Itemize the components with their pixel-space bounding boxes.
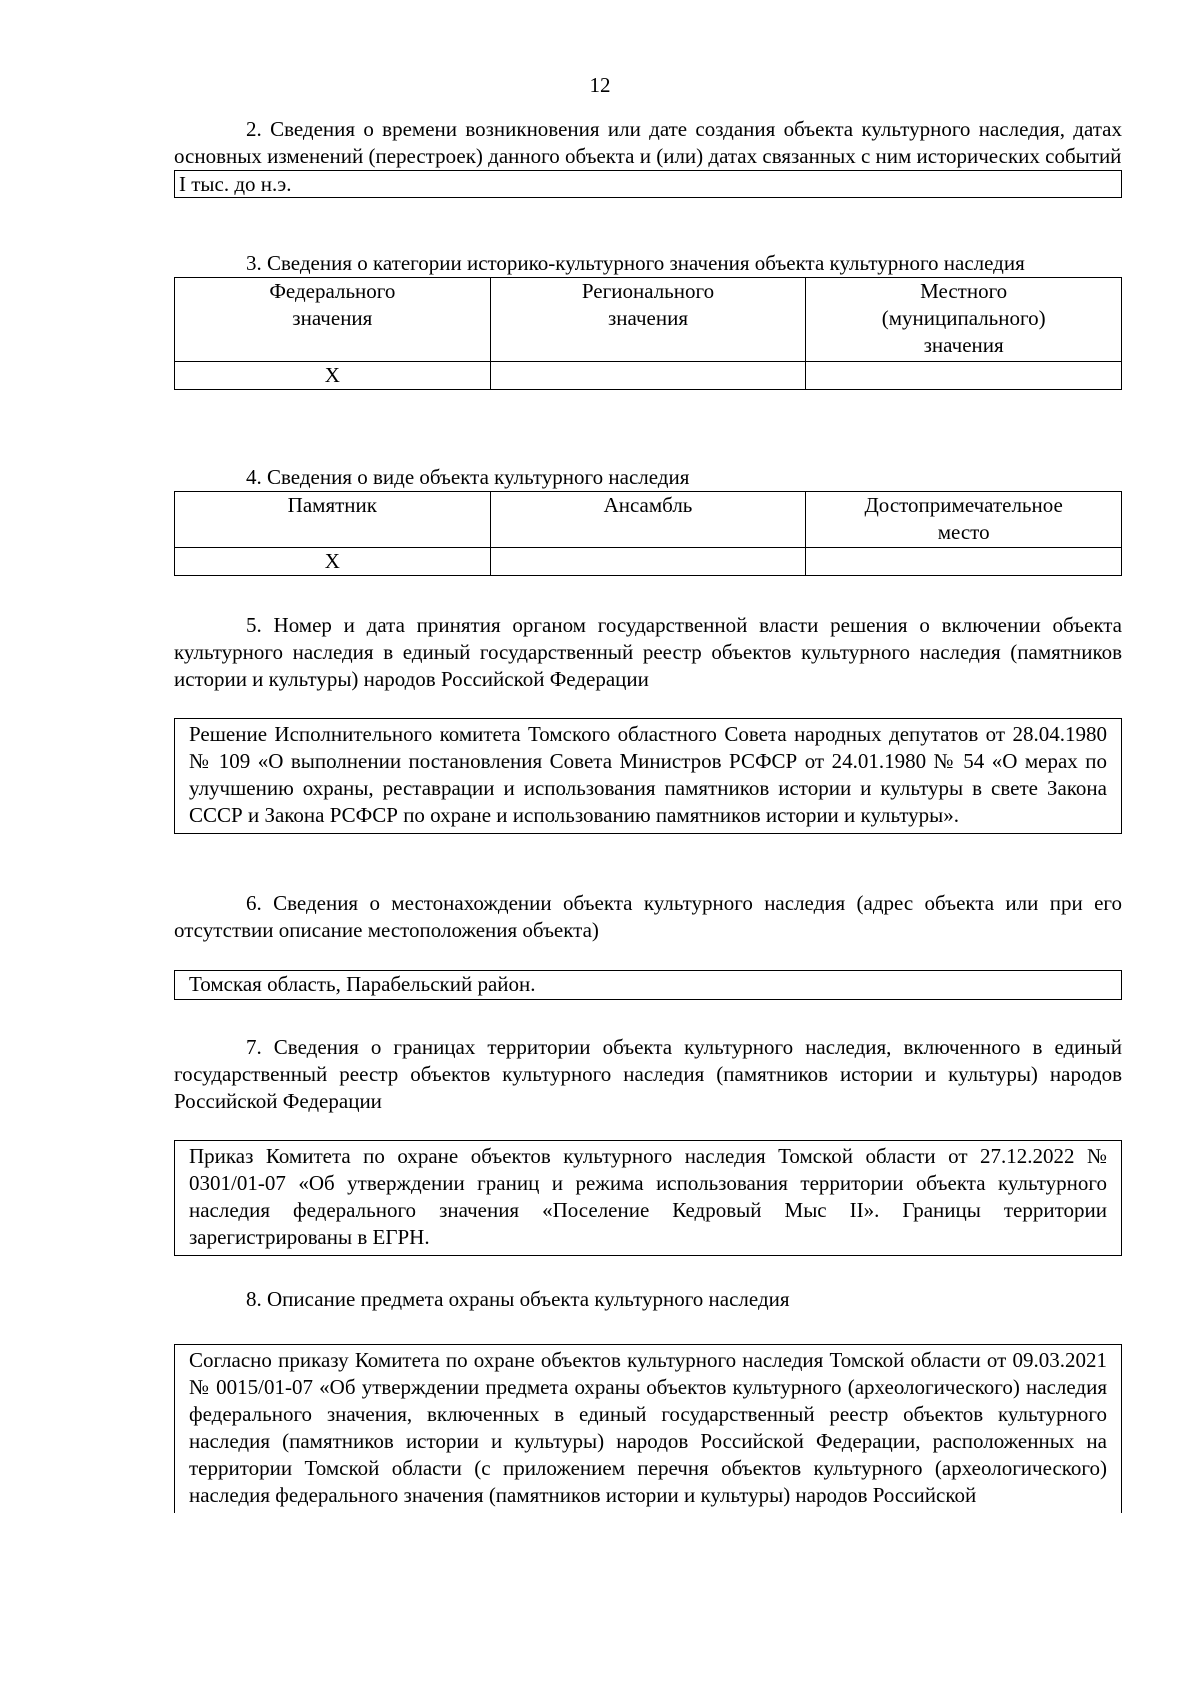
section-4-heading: 4. Сведения о виде объекта культурного наследия xyxy=(246,465,690,489)
type-header-landmark: Достопримечательное место xyxy=(806,492,1122,548)
section-3 xyxy=(174,250,1122,390)
section-5-heading: 5. Номер и дата принятия органом государственной власти решения о включении объекта культурного наследия в единый государственный реестр объектов культурного наследия (памятников истории и культуры) народов Российской Федерации xyxy=(174,613,1122,691)
section-7-heading: 7. Сведения о границах территории объекта культурного наследия, включенного в единый государственный реестр объектов культурного наследия (памятников истории и культуры) народов Российской Федерации xyxy=(174,1035,1122,1113)
section-5-value-wrap xyxy=(174,718,1122,834)
section-5-value-box xyxy=(174,718,1122,834)
section-8-value-box xyxy=(174,1344,1122,1513)
section-7-value: Приказ Комитета по охране объектов культурного наследия Томской области от 27.12.2022 № 0301/01-07 «Об утверждении границ и режима использования территории объекта культурного наследия федерального значения «Поселение Кедровый Мыс II». Границы территории зарегистрированы в ЕГРН. xyxy=(189,1144,1107,1249)
type-table xyxy=(174,491,1122,576)
section-4 xyxy=(174,464,1122,576)
section-7-value-wrap xyxy=(174,1140,1122,1256)
section-2-heading: 2. Сведения о времени возникновения или дате создания объекта культурного наследия, датах основных изменений (перестроек) данного объекта и (или) датах связанных с ним исторических событий xyxy=(174,117,1122,168)
category-header-federal: Федерального значения xyxy=(175,278,491,362)
type-mark-ensemble xyxy=(490,548,806,576)
type-header-monument: Памятник xyxy=(175,492,491,548)
section-2-value: I тыс. до н.э. xyxy=(179,172,292,196)
type-header-ensemble: Ансамбль xyxy=(490,492,806,548)
page-number: 12 xyxy=(589,73,611,97)
section-7-value-box xyxy=(174,1140,1122,1256)
section-6-heading: 6. Сведения о местонахождении объекта культурного наследия (адрес объекта или при его отсутствии описание местоположения объекта) xyxy=(174,891,1122,942)
category-table xyxy=(174,277,1122,390)
section-5 xyxy=(174,612,1122,693)
category-mark-regional xyxy=(490,362,806,390)
category-mark-local xyxy=(806,362,1122,390)
category-mark-federal: X xyxy=(175,362,491,390)
section-8 xyxy=(174,1286,1122,1313)
section-6 xyxy=(174,890,1122,944)
section-7 xyxy=(174,1034,1122,1115)
section-2 xyxy=(174,116,1122,198)
section-8-heading: 8. Описание предмета охраны объекта культурного наследия xyxy=(246,1287,790,1311)
section-2-value-box xyxy=(174,170,1122,198)
type-mark-monument: X xyxy=(175,548,491,576)
section-3-heading: 3. Сведения о категории историко-культурного значения объекта культурного наследия xyxy=(246,251,1025,275)
type-mark-landmark xyxy=(806,548,1122,576)
section-6-value-wrap xyxy=(174,970,1122,1000)
section-6-value: Томская область, Парабельский район. xyxy=(189,972,536,996)
section-6-value-box xyxy=(174,970,1122,1000)
category-header-local: Местного (муниципального) значения xyxy=(806,278,1122,362)
section-5-value: Решение Исполнительного комитета Томского областного Совета народных депутатов от 28.04.1980 № 109 «О выполнении постановления Совета Министров РСФСР от 24.01.1980 № 54 «О мерах по улучшению охраны, реставрации и использования памятников истории и культуры в свете Закона СССР и Закона РСФСР по охране и использованию памятников истории и культуры». xyxy=(189,722,1107,827)
category-header-regional: Регионального значения xyxy=(490,278,806,362)
section-8-value: Согласно приказу Комитета по охране объектов культурного наследия Томской области от 09.03.2021 № 0015/01-07 «Об утверждении предмета охраны объектов культурного (археологического) наследия федерального значения, включенных в единый государственный реестр объектов культурного наследия (памятников истории и культуры) народов Российской Федерации, расположенных на территории Томской области (с приложением перечня объектов культурного (археологического) наследия федерального значения (памятников истории и культуры) народов Российской xyxy=(189,1348,1107,1507)
section-8-value-wrap xyxy=(174,1344,1122,1513)
